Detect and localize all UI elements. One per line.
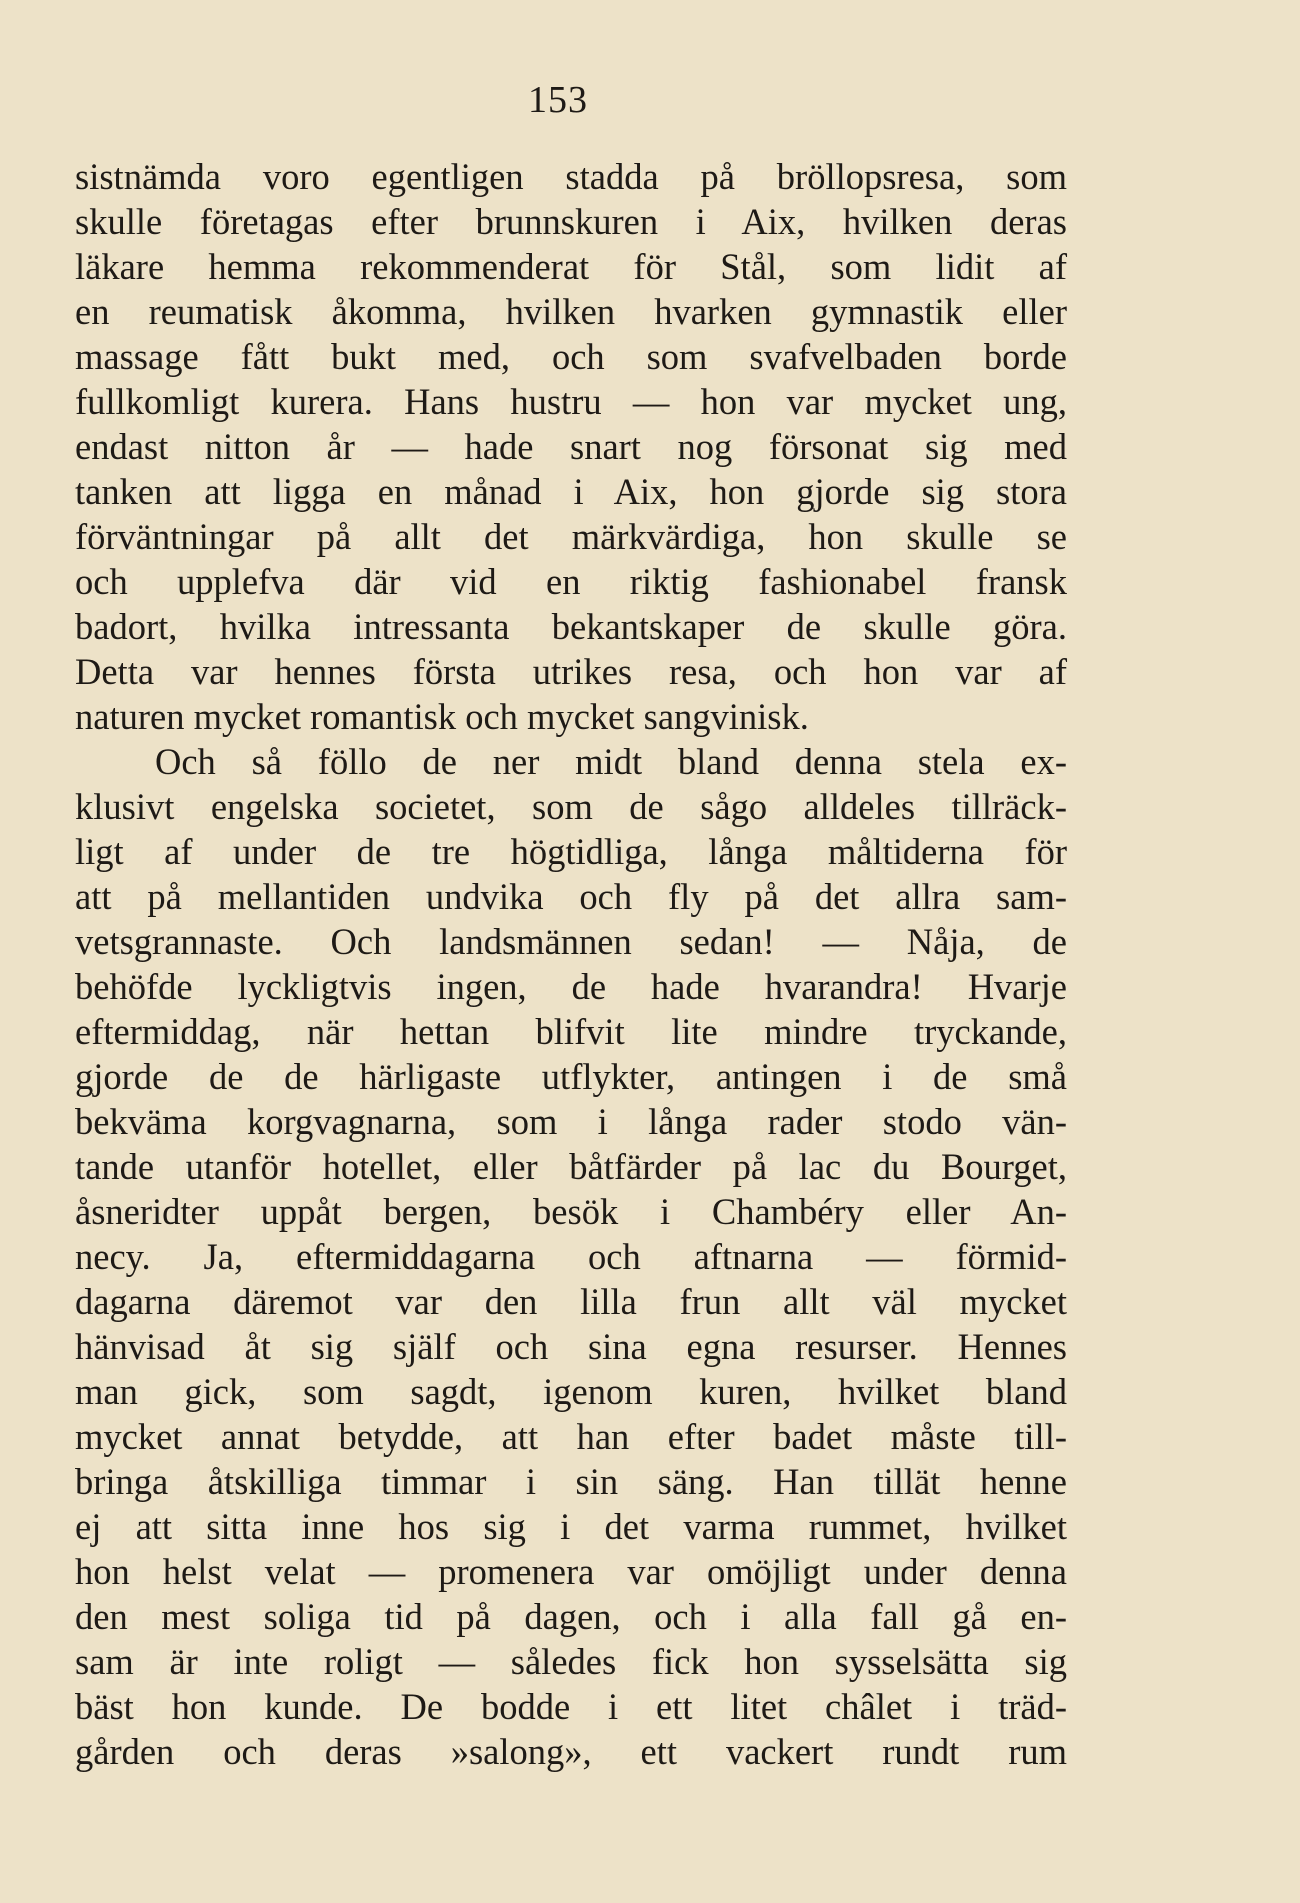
- text-line: bekväma korgvagnarna, som i långa rader stodo vän-: [75, 1101, 1067, 1142]
- page-number: 153: [528, 79, 588, 121]
- text-line: åsneridter uppåt bergen, besök i Chambéry eller An-: [75, 1191, 1067, 1232]
- text-line: man gick, som sagdt, igenom kuren, hvilket bland: [75, 1371, 1067, 1412]
- text-line: gården och deras »salong», ett vackert rundt rum: [75, 1731, 1067, 1772]
- text-line: Och så föllo de ner midt bland denna stela ex-: [155, 741, 1067, 782]
- text-line: fullkomligt kurera. Hans hustru — hon var mycket ung,: [75, 381, 1067, 422]
- text-line: Detta var hennes första utrikes resa, och hon var af: [75, 651, 1067, 692]
- text-line: klusivt engelska societet, som de sågo alldeles tillräck-: [75, 786, 1067, 827]
- text-line: läkare hemma rekommenderat för Stål, som lidit af: [75, 246, 1067, 287]
- text-line: naturen mycket romantisk och mycket sangvinisk.: [75, 696, 809, 737]
- text-line: necy. Ja, eftermiddagarna och aftnarna — förmid-: [75, 1236, 1067, 1277]
- text-line: eftermiddag, när hettan blifvit lite mindre tryckande,: [75, 1011, 1067, 1052]
- text-line: sam är inte roligt — således fick hon sysselsätta sig: [75, 1641, 1067, 1682]
- text-line: att på mellantiden undvika och fly på det allra sam-: [75, 876, 1067, 917]
- text-line: ej att sitta inne hos sig i det varma rummet, hvilket: [75, 1506, 1067, 1547]
- text-line: bäst hon kunde. De bodde i ett litet châlet i träd-: [75, 1686, 1067, 1727]
- text-line: hon helst velat — promenera var omöjligt under denna: [75, 1551, 1067, 1592]
- text-line: mycket annat betydde, att han efter badet måste till-: [75, 1416, 1067, 1457]
- text-line: sistnämda voro egentligen stadda på bröllopsresa, som: [75, 156, 1067, 197]
- text-line: endast nitton år — hade snart nog försonat sig med: [75, 426, 1067, 467]
- text-line: gjorde de de härligaste utflykter, antingen i de små: [75, 1056, 1067, 1097]
- text-line: behöfde lyckligtvis ingen, de hade hvarandra! Hvarje: [75, 966, 1067, 1007]
- text-line: och upplefva där vid en riktig fashionabel fransk: [75, 561, 1067, 602]
- text-line: skulle företagas efter brunnskuren i Aix, hvilken deras: [75, 201, 1067, 242]
- text-line: vetsgrannaste. Och landsmännen sedan! — Nåja, de: [75, 921, 1067, 962]
- text-line: dagarna däremot var den lilla frun allt väl mycket: [75, 1281, 1067, 1322]
- text-line: en reumatisk åkomma, hvilken hvarken gymnastik eller: [75, 291, 1067, 332]
- text-line: tande utanför hotellet, eller båtfärder på lac du Bourget,: [75, 1146, 1067, 1187]
- text-line: ligt af under de tre högtidliga, långa måltiderna för: [75, 831, 1067, 872]
- text-line: hänvisad åt sig själf och sina egna resurser. Hennes: [75, 1326, 1067, 1367]
- text-line: massage fått bukt med, och som svafvelbaden borde: [75, 336, 1067, 377]
- text-line: den mest soliga tid på dagen, och i alla fall gå en-: [75, 1596, 1067, 1637]
- text-line: badort, hvilka intressanta bekantskaper de skulle göra.: [75, 606, 1067, 647]
- text-line: bringa åtskilliga timmar i sin säng. Han tillät henne: [75, 1461, 1067, 1502]
- body-text: [75, 154, 1067, 1774]
- text-line: förväntningar på allt det märkvärdiga, hon skulle se: [75, 516, 1067, 557]
- text-line: tanken att ligga en månad i Aix, hon gjorde sig stora: [75, 471, 1067, 512]
